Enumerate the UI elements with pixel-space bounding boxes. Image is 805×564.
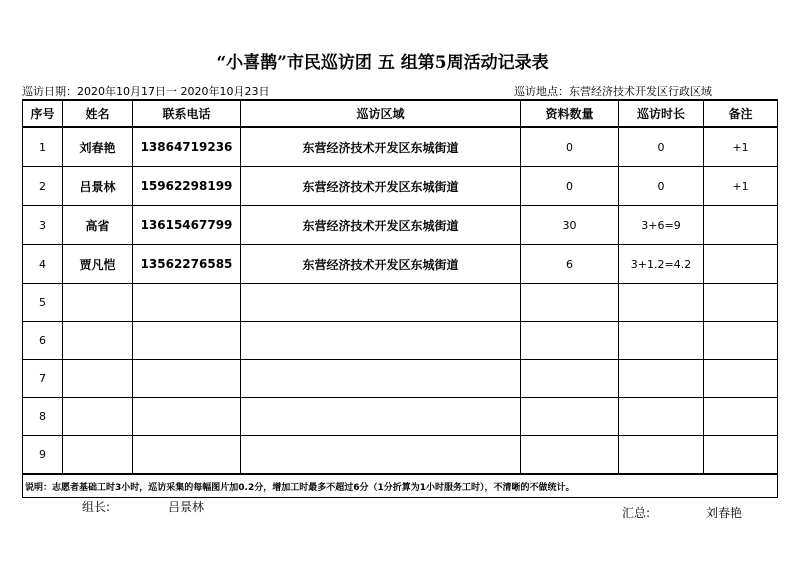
cell-area: 东营经济技术开发区东城街道 (241, 167, 521, 206)
cell-empty (619, 322, 704, 360)
cell-area: 东营经济技术开发区东城街道 (241, 245, 521, 284)
cell-index: 2 (23, 167, 63, 206)
cell-empty (241, 322, 521, 360)
location-info: 巡访地点：东营经济技术开发区行政区域 (514, 85, 712, 98)
cell-empty (704, 360, 778, 398)
cell-duration: 0 (619, 167, 704, 206)
cell-count: 0 (521, 127, 619, 167)
header-name: 姓名 (63, 100, 133, 127)
cell-empty (704, 398, 778, 436)
empty-row (23, 398, 778, 436)
cell-empty (704, 436, 778, 475)
cell-empty (133, 284, 241, 322)
header-note: 备注 (704, 100, 778, 127)
cell-empty (63, 360, 133, 398)
cell-index: 3 (23, 206, 63, 245)
cell-empty (133, 398, 241, 436)
date-info: 巡访日期：2020年10月17日一 2020年10月23日 (22, 85, 270, 98)
cell-phone: 13615467799 (133, 206, 241, 245)
cell-empty (63, 398, 133, 436)
cell-index: 6 (23, 322, 63, 360)
leader-label: 组长: (82, 500, 111, 514)
header-area: 巡访区域 (241, 100, 521, 127)
cell-area: 东营经济技术开发区东城街道 (241, 206, 521, 245)
cell-empty (63, 322, 133, 360)
record-table (22, 99, 778, 498)
cell-empty (704, 284, 778, 322)
cell-index: 1 (23, 127, 63, 167)
header-row (23, 100, 778, 127)
cell-duration: 3+1.2=4.2 (619, 245, 704, 284)
cell-index: 8 (23, 398, 63, 436)
cell-empty (619, 360, 704, 398)
empty-row (23, 284, 778, 322)
cell-empty (521, 436, 619, 475)
cell-empty (241, 398, 521, 436)
cell-empty (521, 284, 619, 322)
cell-area: 东营经济技术开发区东城街道 (241, 127, 521, 167)
cell-index: 5 (23, 284, 63, 322)
note-text: 说明：志愿者基础工时3小时，巡访采集的每幅图片加0.2分，增加工时最多不超过6分（1分折算为1小时服务工时），不清晰的不做统计。 (23, 474, 778, 498)
cell-empty (133, 436, 241, 475)
cell-empty (241, 284, 521, 322)
cell-empty (63, 436, 133, 475)
note-row (23, 474, 778, 498)
cell-empty (704, 322, 778, 360)
cell-duration: 0 (619, 127, 704, 167)
table-row (23, 127, 778, 167)
cell-note (704, 206, 778, 245)
cell-phone: 15962298199 (133, 167, 241, 206)
title-text: “小喜鹊”市民巡访团 五 组第5周活动记录表 (216, 53, 549, 73)
cell-phone: 13864719236 (133, 127, 241, 167)
leader-name: 吕景林 (168, 500, 205, 514)
cell-count: 0 (521, 167, 619, 206)
cell-empty (521, 398, 619, 436)
cell-count: 30 (521, 206, 619, 245)
summary-label: 汇总: (622, 506, 651, 520)
cell-empty (63, 284, 133, 322)
cell-empty (241, 360, 521, 398)
table-row (23, 245, 778, 284)
cell-empty (619, 284, 704, 322)
cell-empty (133, 360, 241, 398)
cell-note: +1 (704, 167, 778, 206)
cell-index: 4 (23, 245, 63, 284)
table-row (23, 167, 778, 206)
header-duration: 巡访时长 (619, 100, 704, 127)
header-phone: 联系电话 (133, 100, 241, 127)
cell-name: 高省 (63, 206, 133, 245)
table-row (23, 206, 778, 245)
summary-name: 刘春艳 (706, 506, 743, 520)
cell-empty (521, 360, 619, 398)
cell-empty (241, 436, 521, 475)
header-count: 资料数量 (521, 100, 619, 127)
cell-phone: 13562276585 (133, 245, 241, 284)
document-title (0, 48, 805, 73)
cell-index: 9 (23, 436, 63, 475)
cell-name: 贾凡恺 (63, 245, 133, 284)
cell-note (704, 245, 778, 284)
cell-empty (521, 322, 619, 360)
empty-row (23, 322, 778, 360)
header-index: 序号 (23, 100, 63, 127)
cell-empty (619, 398, 704, 436)
cell-count: 6 (521, 245, 619, 284)
cell-duration: 3+6=9 (619, 206, 704, 245)
cell-note: +1 (704, 127, 778, 167)
cell-empty (133, 322, 241, 360)
cell-index: 7 (23, 360, 63, 398)
cell-empty (619, 436, 704, 475)
empty-row (23, 436, 778, 475)
cell-name: 刘春艳 (63, 127, 133, 167)
empty-row (23, 360, 778, 398)
cell-name: 吕景林 (63, 167, 133, 206)
